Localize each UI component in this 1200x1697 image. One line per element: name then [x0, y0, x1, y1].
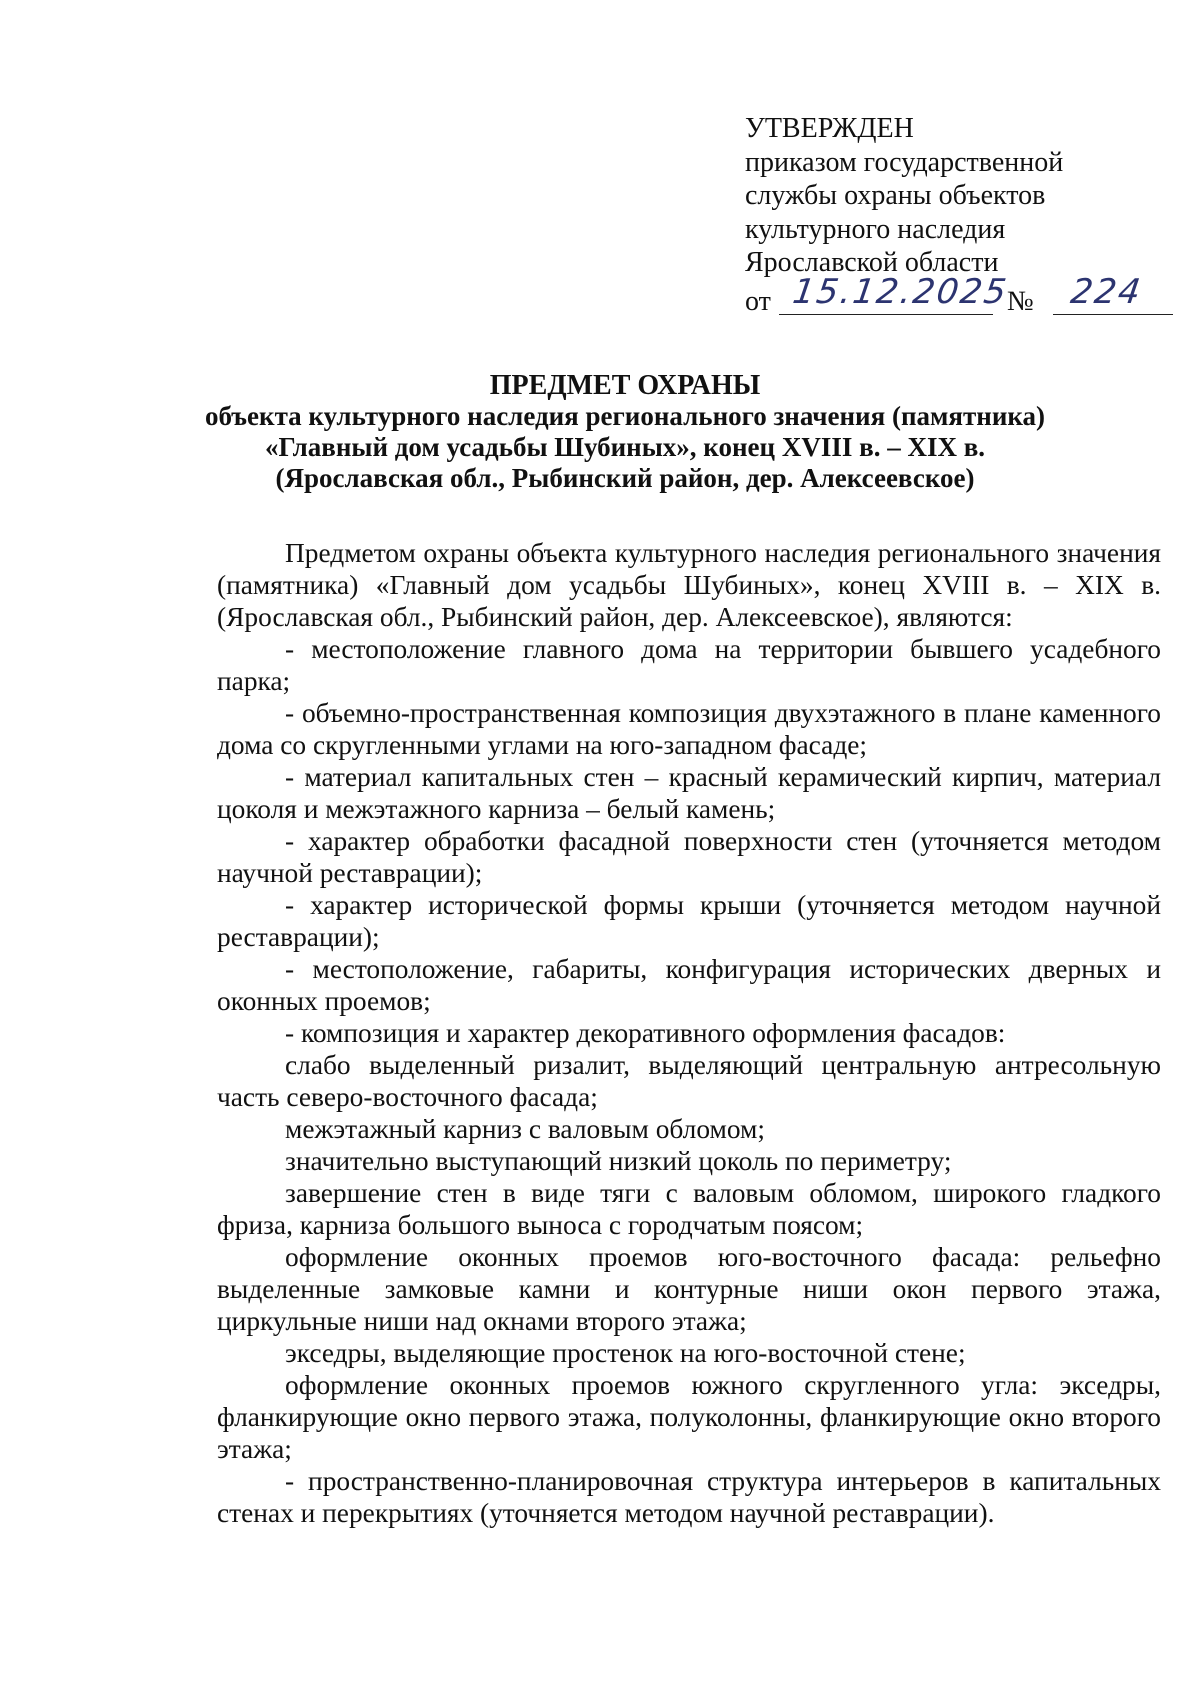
sub-item: завершение стен в виде тяги с валовым обломом, широкого гладкого фриза, карниза большого выноса с городчатым поясом; [217, 1178, 1161, 1240]
document-title [60, 370, 1190, 494]
list-item: - композиция и характер декоративного оформления фасадов: [285, 1018, 1006, 1048]
list-item: - местоположение, габариты, конфигурация исторических дверных и оконных проемов; [217, 954, 1161, 1016]
number-field [1053, 271, 1173, 315]
list-item: - местоположение главного дома на территории бывшего усадебного парка; [217, 634, 1161, 696]
handwritten-date: 15.12.2025 [790, 271, 1011, 312]
approval-line: культурного наследия [745, 213, 1006, 245]
list-item: - характер обработки фасадной поверхности стен (уточняется методом научной реставрации); [217, 826, 1161, 888]
title-main: ПРЕДМЕТ ОХРАНЫ [489, 370, 761, 401]
date-field [779, 271, 1011, 315]
list-item: - объемно-пространственная композиция двухэтажного в плане каменного дома со скругленными углами на юго-западном фасаде; [217, 698, 1161, 760]
number-label: № [1007, 285, 1034, 317]
sub-item: межэтажный карниз с валовым обломом; [285, 1114, 765, 1144]
sub-item: оформление оконных проемов южного скругленного угла: экседры, фланкирующие окно первого этажа, полуколонны, фланкирующие окно второго этажа; [217, 1370, 1161, 1464]
sub-item: слабо выделенный ризалит, выделяющий центральную антресольную часть северо-восточного фасада; [217, 1050, 1161, 1112]
order-date-number-row [745, 271, 1145, 320]
approval-line: Ярославской области [745, 247, 999, 278]
title-line: объекта культурного наследия регионального значения (памятника) [204, 401, 1046, 431]
title-line: (Ярославская обл., Рыбинский район, дер. Алексеевское) [275, 463, 975, 493]
approval-stamp [745, 112, 1145, 320]
sub-item: экседры, выделяющие простенок на юго-восточной стене; [285, 1338, 966, 1368]
document-body [217, 537, 1161, 1529]
from-label: от [745, 285, 771, 317]
sub-item: оформление оконных проемов юго-восточного фасада: рельефно выделенные замковые камни и контурные ниши окон первого этажа, циркульные ниши над окнами второго этажа; [217, 1242, 1161, 1336]
approval-line: приказом государственной [745, 146, 1064, 178]
list-item: - пространственно-планировочная структура интерьеров в капитальных стенах и перекрытиях (уточняется методом научной реставрации). [217, 1466, 1161, 1528]
list-item: - характер исторической формы крыши (уточняется методом научной реставрации); [217, 890, 1161, 952]
approval-line: службы охраны объектов [745, 180, 1046, 211]
sub-item: значительно выступающий низкий цоколь по периметру; [285, 1146, 952, 1176]
handwritten-number: 224 [1068, 271, 1145, 312]
paragraph-intro: Предметом охраны объекта культурного наследия регионального значения (памятника) «Главный дом усадьбы Шубиных», конец XVIII в. – XIX в. (Ярославская обл., Рыбинский район, дер. Алексеевское), являются: [217, 538, 1161, 632]
title-line: «Главный дом усадьбы Шубиных», конец XVIII в. – XIX в. [264, 432, 986, 462]
list-item: - материал капитальных стен – красный керамический кирпич, материал цоколя и межэтажного карниза – белый камень; [217, 762, 1161, 824]
approval-heading: УТВЕРЖДЕН [745, 113, 914, 144]
